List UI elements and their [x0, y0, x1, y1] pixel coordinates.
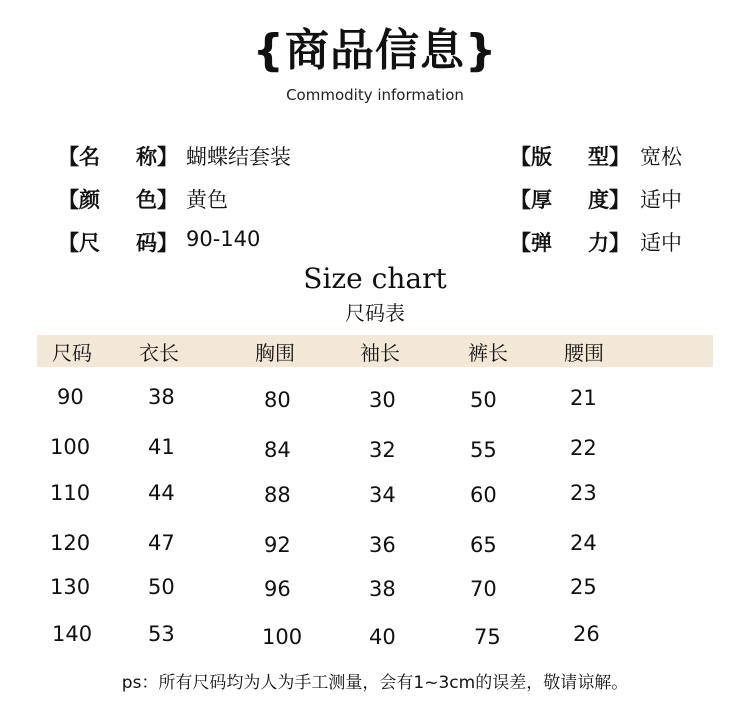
table-cell: 80: [264, 388, 291, 412]
table-cell: 75: [474, 625, 501, 649]
info-value: 90-140: [186, 227, 261, 251]
info-label-end: 力】: [588, 231, 630, 255]
info-label-start: 【版: [510, 145, 552, 169]
info-value: 蝴蝶结套装: [186, 145, 291, 169]
table-cell: 53: [148, 622, 175, 646]
table-cell: 34: [369, 483, 396, 507]
info-label-start: 【颜: [58, 188, 100, 212]
table-cell: 65: [470, 533, 497, 557]
page-title: {商品信息}: [252, 25, 498, 76]
table-cell: 100: [50, 435, 91, 459]
info-value: 黄色: [186, 188, 228, 212]
table-cell: 88: [264, 483, 291, 507]
info-label-start: 【弹: [510, 231, 552, 255]
table-cell: 38: [369, 577, 396, 601]
table-cell: 96: [264, 577, 291, 601]
info-value: 适中: [640, 231, 682, 255]
table-cell: 110: [50, 481, 91, 505]
table-cell: 36: [369, 533, 396, 557]
size-chart-title: Size chart: [303, 262, 447, 295]
page-subtitle: Commodity information: [286, 86, 464, 104]
table-cell: 50: [470, 388, 497, 412]
info-label-start: 【尺: [58, 231, 100, 255]
table-cell: 32: [369, 438, 396, 462]
info-label-start: 【厚: [510, 188, 552, 212]
table-cell: 90: [57, 385, 84, 409]
info-label-start: 【名: [58, 145, 100, 169]
table-cell: 60: [470, 483, 497, 507]
table-cell: 100: [262, 625, 303, 649]
info-label-end: 称】: [136, 145, 178, 169]
table-cell: 130: [50, 575, 91, 599]
table-cell: 21: [570, 386, 597, 410]
header-cell: 尺码: [52, 341, 92, 365]
table-cell: 92: [264, 533, 291, 557]
table-cell: 50: [148, 575, 175, 599]
table-cell: 44: [148, 481, 175, 505]
table-cell: 55: [470, 438, 497, 462]
table-cell: 140: [52, 622, 93, 646]
header-cell: 腰围: [564, 341, 604, 365]
header-cell: 裤长: [468, 341, 508, 365]
info-label-end: 度】: [588, 188, 630, 212]
info-value: 适中: [640, 188, 682, 212]
table-cell: 22: [570, 436, 597, 460]
table-cell: 47: [148, 531, 175, 555]
header-cell: 衣长: [139, 341, 179, 365]
table-cell: 120: [50, 531, 91, 555]
table-cell: 23: [570, 481, 597, 505]
info-label-end: 型】: [588, 145, 630, 169]
info-value: 宽松: [640, 145, 682, 169]
table-cell: 30: [369, 388, 396, 412]
header-cell: 胸围: [255, 341, 295, 365]
table-cell: 26: [573, 622, 600, 646]
table-cell: 25: [570, 575, 597, 599]
size-chart-subtitle: 尺码表: [345, 301, 405, 325]
table-cell: 38: [148, 385, 175, 409]
table-cell: 24: [570, 531, 597, 555]
table-cell: 41: [148, 435, 175, 459]
table-cell: 70: [470, 577, 497, 601]
table-cell: 40: [369, 625, 396, 649]
header-cell: 袖长: [360, 341, 400, 365]
info-label-end: 色】: [136, 188, 178, 212]
info-label-end: 码】: [136, 231, 178, 255]
footnote: ps：所有尺码均为人为手工测量，会有1~3cm的误差，敬请谅解。: [121, 673, 629, 693]
table-cell: 84: [264, 438, 291, 462]
